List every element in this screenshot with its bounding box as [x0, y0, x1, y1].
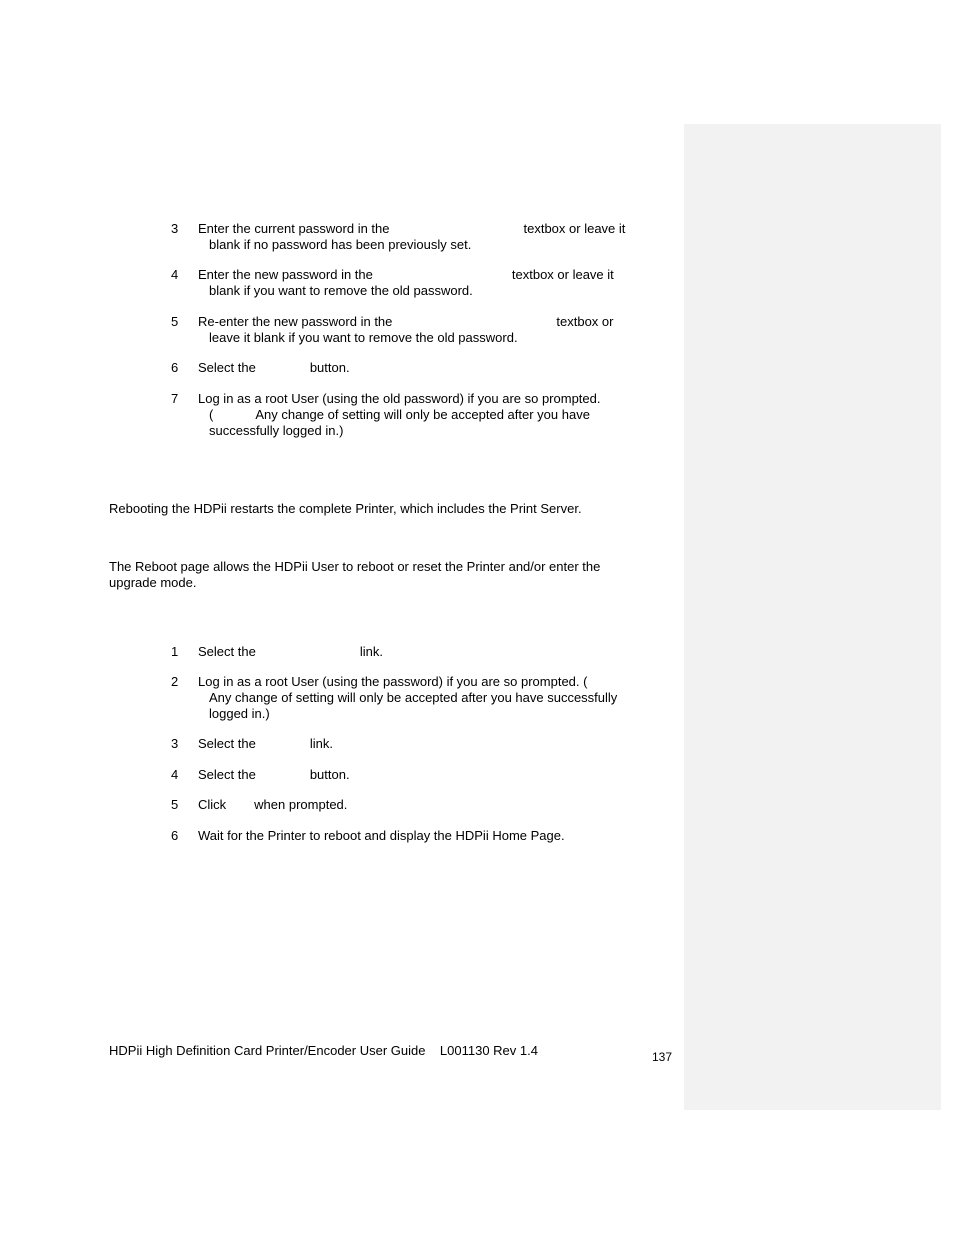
step-number: 6	[171, 828, 179, 843]
list-item-reboot-step-6	[171, 828, 646, 844]
paragraph-line: upgrade mode.	[109, 575, 197, 590]
list-item-reboot-step-5	[171, 797, 646, 813]
step-number: 7	[171, 391, 179, 406]
step-text: link.	[309, 736, 333, 751]
step-text: Wait for the Printer to reboot and display the HDPii Home Page.	[198, 828, 565, 843]
list-item-reboot-step-2	[171, 674, 646, 722]
step-text: when prompted.	[254, 797, 348, 812]
step-number: 4	[171, 267, 179, 282]
step-number: 3	[171, 736, 179, 751]
step-text: Select the	[198, 736, 256, 751]
step-text: button.	[309, 767, 350, 782]
paragraph-line: The Reboot page allows the HDPii User to reboot or reset the Printer and/or enter the	[109, 559, 601, 574]
step-number: 2	[171, 674, 179, 689]
reboot-intro-paragraph: Rebooting the HDPii restarts the complete Printer, which includes the Print Server.	[109, 501, 582, 516]
step-text: Any change of setting will only be accepted after you have	[255, 407, 590, 422]
step-number: 4	[171, 767, 179, 782]
list-item-step-7	[171, 391, 646, 439]
list-item-reboot-step-4	[171, 767, 646, 783]
step-text: blank if you want to remove the old password.	[209, 283, 473, 298]
step-text: Enter the new password in the	[198, 267, 373, 282]
step-number: 1	[171, 644, 179, 659]
footer-title: HDPii High Definition Card Printer/Encoder User Guide L001130 Rev 1.4	[109, 1043, 538, 1058]
page-number: 137	[652, 1050, 673, 1064]
step-text: Log in as a root User (using the password) if you are so prompted. (	[198, 674, 588, 689]
step-text: textbox or leave it	[511, 267, 614, 282]
step-text: button.	[309, 360, 350, 375]
step-number: 5	[171, 797, 179, 812]
step-text: successfully logged in.)	[209, 423, 344, 438]
step-text: Any change of setting will only be accepted after you have successfully	[209, 690, 618, 705]
step-text: logged in.)	[209, 706, 270, 721]
list-item-reboot-step-3	[171, 736, 646, 752]
step-text: (	[209, 407, 214, 422]
step-text: Click	[198, 797, 227, 812]
step-text: Re-enter the new password in the	[198, 314, 393, 329]
step-number: 3	[171, 221, 179, 236]
step-text: leave it blank if you want to remove the old password.	[209, 330, 518, 345]
reboot-page-description	[109, 559, 649, 591]
step-text: Enter the current password in the	[198, 221, 390, 236]
list-item-step-4	[171, 267, 646, 299]
list-item-step-6	[171, 360, 646, 376]
step-number: 5	[171, 314, 179, 329]
step-text: Select the	[198, 644, 256, 659]
list-item-reboot-step-1	[171, 644, 646, 660]
step-text: textbox or leave it	[523, 221, 626, 236]
comment-pane	[684, 124, 941, 1110]
step-text: Log in as a root User (using the old password) if you are so prompted.	[198, 391, 601, 406]
list-item-step-5	[171, 314, 646, 346]
step-text: Select the	[198, 767, 256, 782]
step-text: blank if no password has been previously set.	[209, 237, 472, 252]
step-text: textbox or	[556, 314, 614, 329]
step-number: 6	[171, 360, 179, 375]
step-text: Select the	[198, 360, 256, 375]
step-text: link.	[359, 644, 383, 659]
list-item-step-3	[171, 221, 646, 253]
